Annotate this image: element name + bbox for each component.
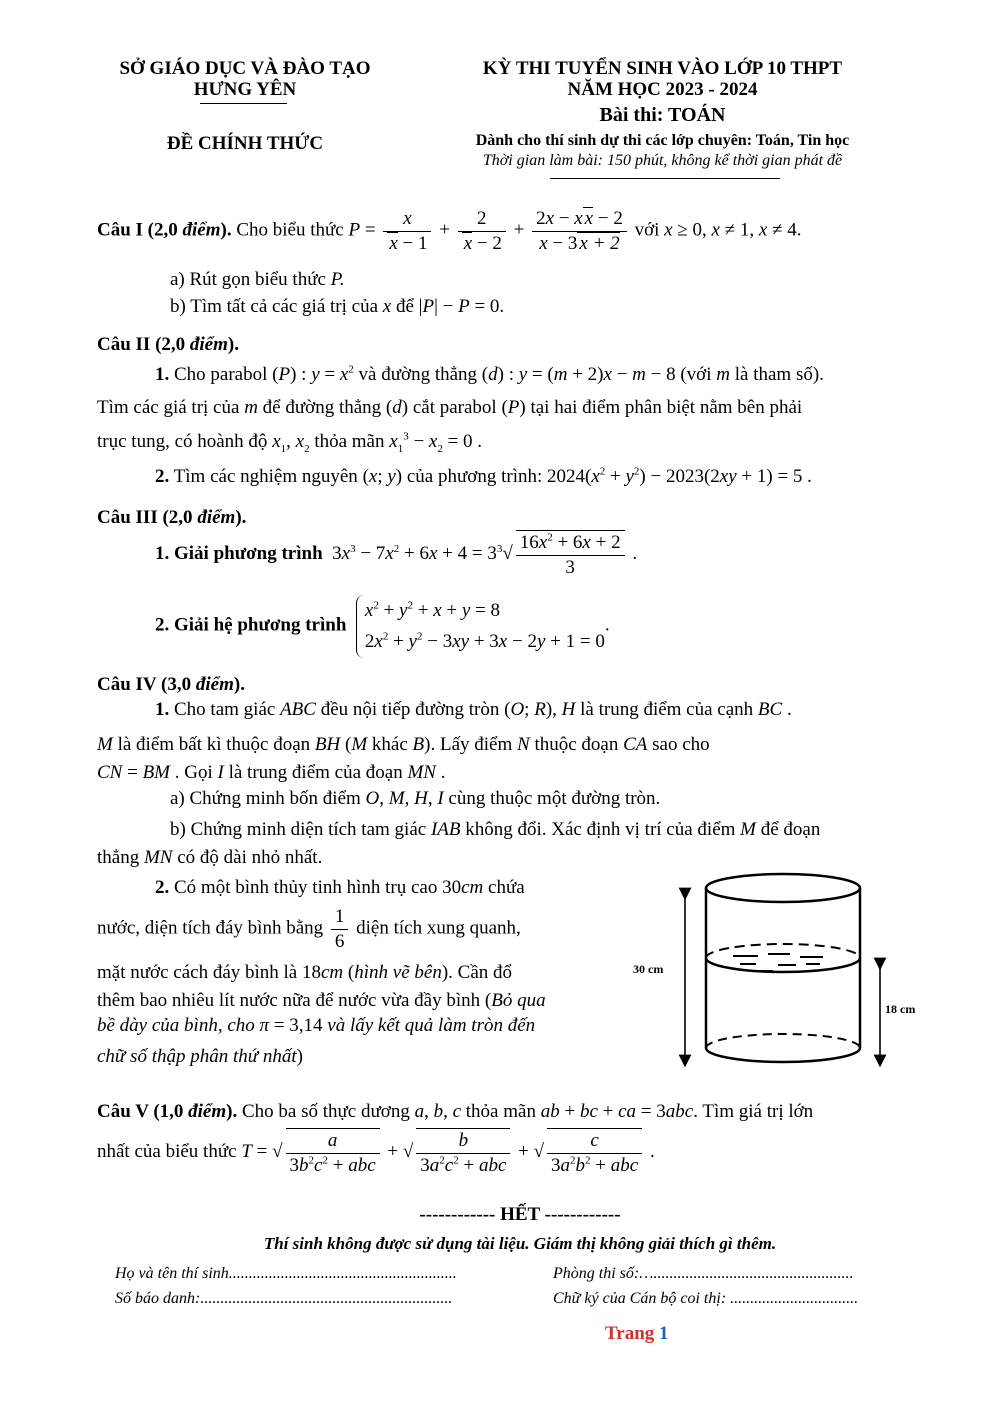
page-number: Trang 1	[605, 1323, 669, 1344]
room-number-field: Phòng thi số:…..................................................	[553, 1265, 854, 1282]
q4-part2-line4: thêm bao nhiêu lít nước nữa để nước vừa đầy bình (Bỏ qua	[97, 990, 546, 1011]
q2-part2: 2. Tìm các nghiệm nguyên (x; y) của phương trình: $2024(x^2 + y^2) - 2023(2xy + 1) = 5$ .	[155, 465, 812, 487]
exam-note: Thí sinh không được sử dụng tài liệu. Giám thị không giải thích gì thêm.	[263, 1234, 777, 1253]
q4-part1-line2: M là điểm bất kì thuộc đoạn BH (M khác B). Lấy điểm N thuộc đoạn CA sao cho	[97, 734, 710, 755]
header-dept: SỞ GIÁO DỤC VÀ ĐÀO TẠO	[119, 58, 371, 79]
q2-part1-line3: trục tung, có hoành độ $x_1$, $x_2$ thỏa mãn $x_1^3 - x_2 = 0$ .	[97, 430, 483, 455]
q5-line2: nhất của biểu thức T = √ $\frac{a}{3b^2c^2 + abc}$ + √ $\frac{b}{3a^2c^2 + abc}$ + √ $\frac{c}{3a^2b^2 + abc}$ .	[97, 1130, 655, 1176]
q3-heading: Câu III (2,0 điểm).	[97, 507, 247, 528]
figure-label-18cm: 18 cm	[885, 1002, 916, 1016]
q3-part2: 2. Giải hệ phương trình $x^2 + y^2 + x + y = 8$ $2x^2 + y^2 - 3xy + 3x - 2y + 1 = 0$.	[155, 595, 950, 658]
q1-part-b: b) Tìm tất cả các giá trị của x để |P| − P = 0.	[170, 296, 505, 317]
q2-part1-line2: Tìm các giá trị của m để đường thẳng (d) cắt parabol (P) tại hai điểm phân biệt nằm bên phải	[97, 397, 803, 418]
proctor-signature-field: Chữ ký của Cán bộ coi thị: ................................	[553, 1290, 859, 1307]
q1-part-a: a) Rút gọn biểu thức P.	[170, 269, 345, 290]
q4-part2-line5: bề dày của bình, cho π = 3,14 và lấy kết quả làm tròn đến	[97, 1015, 536, 1036]
candidate-id-field: Số báo danh:...............................................................	[115, 1290, 453, 1307]
q4-part1-line1: 1. Cho tam giác ABC đều nội tiếp đường tròn (O; R), H là trung điểm của cạnh BC .	[155, 699, 792, 720]
q2-heading: Câu II (2,0 điểm).	[97, 334, 239, 355]
header-province: HƯNG YÊN	[193, 79, 297, 100]
q4-part2-line6: chữ số thập phân thứ nhất)	[97, 1046, 303, 1067]
q4-part2-line2: nước, diện tích đáy bình bằng $\frac{1}{6}$ diện tích xung quanh,	[97, 906, 521, 952]
header-official: ĐỀ CHÍNH THỨC	[166, 133, 324, 154]
q1-statement: Câu I (2,0 điểm). Cho biểu thức P = $\frac{x}{x - 1}$ + $\frac{2}{x - 2}$ + $\frac{\text{2x − x x − 2}}{x - 3 x + 2}$ với x ≥ 0, x ≠ 1, x ≠ 4.	[97, 208, 802, 254]
q5-line1: Câu V (1,0 điểm). Cho ba số thực dương a, b, c thỏa mãn ab + bc + ca = 3abc. Tìm giá trị lớn	[97, 1101, 814, 1122]
cylinder-figure	[628, 868, 948, 1083]
header-exam-title: KỲ THI TUYỂN SINH VÀO LỚP 10 THPT	[482, 58, 843, 79]
header-right-underline	[550, 178, 780, 179]
q4-part2-line3: mặt nước cách đáy bình là 18cm (hình vẽ bên). Cần đổ	[97, 962, 512, 983]
header-subject: Bài thi: TOÁN	[599, 104, 726, 126]
header-left-underline	[200, 103, 287, 104]
header-time: Thời gian làm bài: 150 phút, không kể thời gian phát đề	[482, 152, 843, 169]
q4-part-b-line1: b) Chứng minh diện tích tam giác IAB không đổi. Xác định vị trí của điểm M để đoạn	[170, 819, 821, 840]
q3-part1: 1. Giải phương trình $3x^3 - 7x^2 + 6x + 4 = 3^3√$ $\frac{16x^2 + 6x + 2}{3}$ .	[155, 531, 638, 578]
candidate-name-field: Họ và tên thí sinh.........................................................	[115, 1265, 457, 1282]
q4-part-b-line2: thẳng MN có độ dài nhỏ nhất.	[97, 847, 323, 868]
header-audience: Dành cho thí sinh dự thi các lớp chuyên: Toán, Tin học	[475, 132, 850, 149]
q4-part-a: a) Chứng minh bốn điểm O, M, H, I cùng thuộc một đường tròn.	[170, 788, 661, 809]
q2-part1-line1: 1. Cho parabol (P) : $y = x^2$ và đường thẳng (d) : y = (m + 2)x − m − 8 (với m là tham số).	[155, 363, 824, 385]
q4-part1-line3: CN = BM . Gọi I là trung điểm của đoạn MN .	[97, 762, 446, 783]
q4-heading: Câu IV (3,0 điểm).	[97, 674, 245, 695]
figure-label-30cm: 30 cm	[633, 962, 664, 976]
q4-part2-line1: 2. Có một bình thủy tinh hình trụ cao 30cm chứa	[155, 877, 525, 898]
end-marker: ------------ HẾT ------------	[419, 1204, 621, 1225]
header-school-year: NĂM HỌC 2023 - 2024	[567, 79, 758, 100]
